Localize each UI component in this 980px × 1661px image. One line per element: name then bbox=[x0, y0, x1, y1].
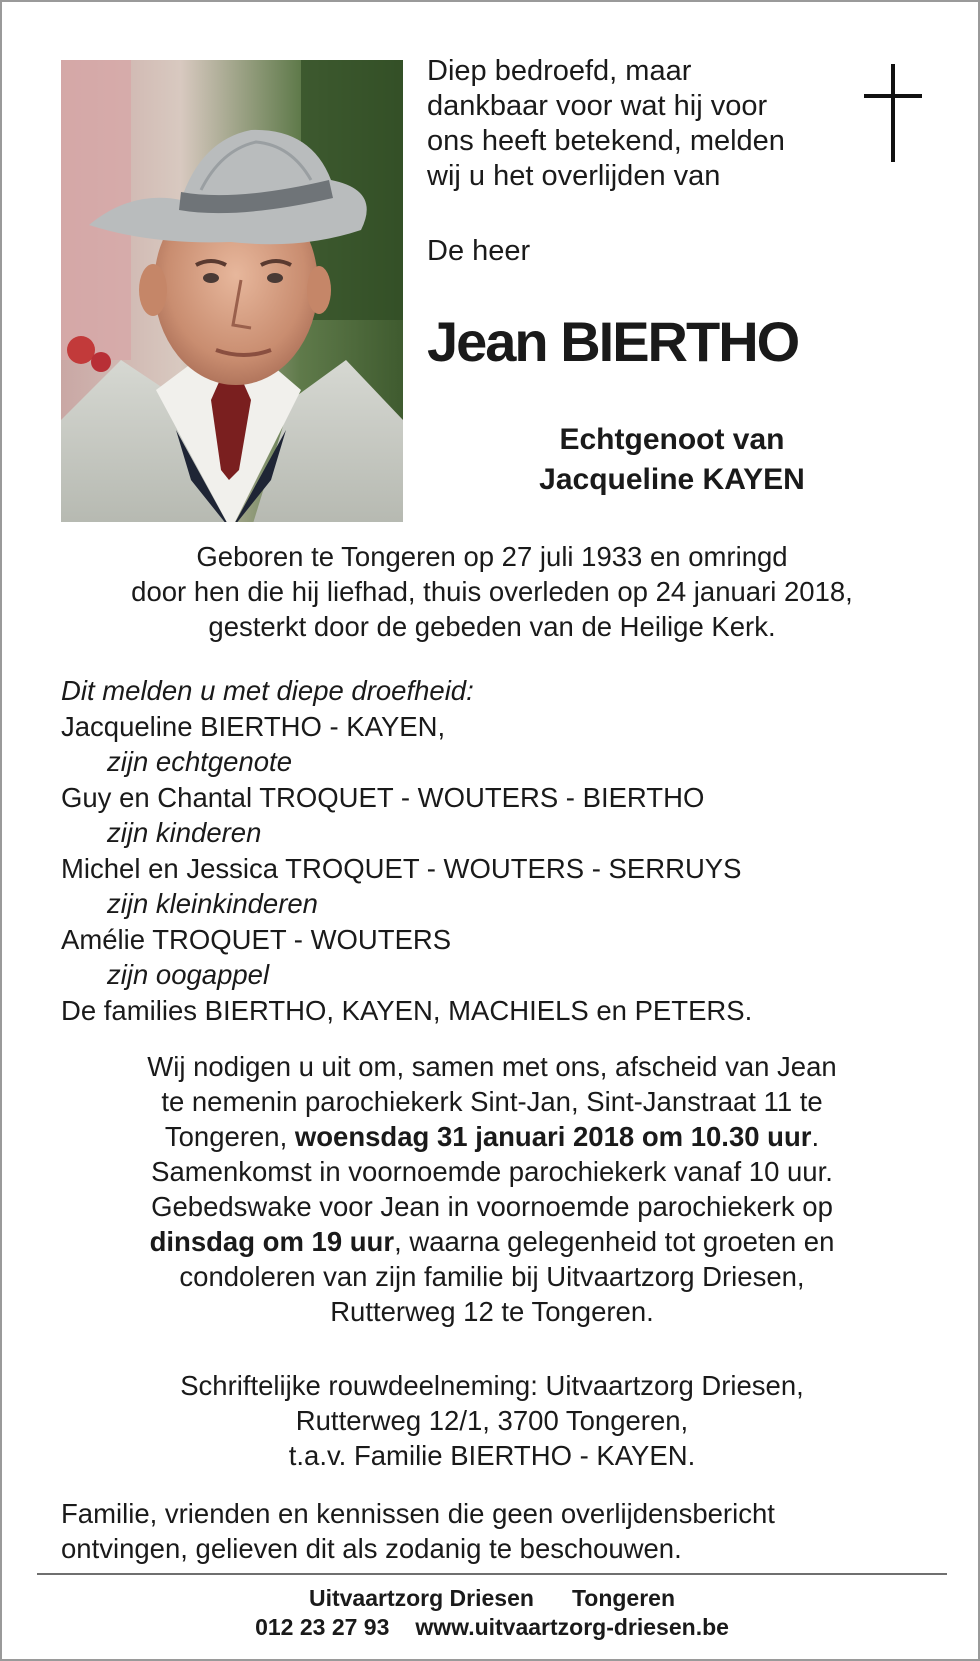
funeral-home-name: Uitvaartzorg Driesen bbox=[308, 1585, 534, 1611]
family-relation: zijn kleinkinderen bbox=[107, 888, 318, 919]
invite-line: condoleren van zijn familie bij Uitvaartzorg Driesen, bbox=[179, 1261, 805, 1292]
family-relation: zijn oogappel bbox=[107, 959, 270, 990]
spouse-relation: Echtgenoot van bbox=[559, 423, 785, 456]
born-line: gesterkt door de gebeden van de Heilige Kerk. bbox=[208, 611, 776, 642]
funeral-home-phone[interactable]: 012 23 27 93 bbox=[255, 1614, 390, 1640]
cross-icon bbox=[864, 64, 922, 162]
deceased-name: Jean BIERTHO bbox=[427, 310, 799, 373]
portrait-illustration bbox=[61, 60, 403, 522]
spouse-block bbox=[427, 420, 917, 500]
invite-line bbox=[42, 1224, 942, 1259]
wake-time: dinsdag om 19 uur bbox=[149, 1226, 395, 1257]
invite-line: Rutterweg 12 te Tongeren. bbox=[330, 1296, 654, 1327]
intro-line: Diep bedroefd, maar bbox=[427, 55, 692, 87]
intro-text bbox=[427, 54, 847, 194]
closing-notice bbox=[61, 1496, 941, 1566]
footer-row bbox=[42, 1584, 942, 1613]
intro-line: ons heeft betekend, melden bbox=[427, 125, 785, 157]
invite-line: Samenkomst in voornoemde parochiekerk vanaf 10 uur. bbox=[151, 1156, 833, 1187]
invite-line: Gebedswake voor Jean in voornoemde parochiekerk op bbox=[151, 1191, 833, 1222]
family-closing: De families BIERTHO, KAYEN, MACHIELS en PETERS. bbox=[61, 994, 753, 1026]
born-line: Geboren te Tongeren op 27 juli 1933 en omringd bbox=[196, 541, 788, 572]
invite-text: , waarna gelegenheid tot groeten en bbox=[394, 1226, 835, 1257]
family-heading: Dit melden u met diepe droefheid: bbox=[61, 675, 474, 706]
address-line: Schriftelijke rouwdeelneming: Uitvaartzorg Driesen, bbox=[180, 1370, 804, 1401]
footer bbox=[42, 1584, 942, 1642]
family-member: Jacqueline BIERTHO - KAYEN, bbox=[61, 710, 446, 742]
portrait-photo bbox=[61, 60, 403, 522]
intro-line: dankbaar voor wat hij voor bbox=[427, 90, 768, 122]
invite-text: . bbox=[811, 1121, 820, 1152]
birth-death-text bbox=[42, 539, 942, 644]
spouse-name: Jacqueline KAYEN bbox=[539, 463, 805, 496]
notice-line: ontvingen, gelieven dit als zodanig te beschouwen. bbox=[61, 1533, 682, 1564]
family-relation: zijn kinderen bbox=[107, 817, 262, 848]
family-list bbox=[61, 673, 941, 1028]
deceased-title: De heer bbox=[427, 235, 531, 267]
funeral-home-website[interactable]: www.uitvaartzorg-driesen.be bbox=[415, 1614, 729, 1640]
funeral-home-city: Tongeren bbox=[571, 1585, 676, 1611]
family-member: Guy en Chantal TROQUET - WOUTERS - BIERTHO bbox=[61, 781, 705, 813]
funeral-invitation bbox=[42, 1049, 942, 1329]
invite-line bbox=[42, 1119, 942, 1154]
invite-text: Tongeren, bbox=[164, 1121, 295, 1152]
invite-line: te nemenin parochiekerk Sint-Jan, Sint-Janstraat 11 te bbox=[161, 1086, 823, 1117]
born-line: door hen die hij liefhad, thuis overleden op 24 januari 2018, bbox=[131, 576, 853, 607]
notice-line: Familie, vrienden en kennissen die geen overlijdensbericht bbox=[61, 1498, 775, 1529]
intro-line: wij u het overlijden van bbox=[427, 160, 721, 192]
funeral-date: woensdag 31 januari 2018 om 10.30 uur bbox=[294, 1121, 812, 1152]
family-member: Amélie TROQUET - WOUTERS bbox=[61, 923, 452, 955]
family-relation: zijn echtgenote bbox=[107, 746, 292, 777]
address-line: t.a.v. Familie BIERTHO - KAYEN. bbox=[288, 1440, 696, 1471]
family-member: Michel en Jessica TROQUET - WOUTERS - SERRUYS bbox=[61, 852, 742, 884]
condolence-address bbox=[42, 1368, 942, 1473]
invite-line: Wij nodigen u uit om, samen met ons, afscheid van Jean bbox=[147, 1051, 837, 1082]
footer-row bbox=[42, 1613, 942, 1642]
address-line: Rutterweg 12/1, 3700 Tongeren, bbox=[295, 1405, 689, 1436]
footer-divider bbox=[37, 1573, 947, 1575]
